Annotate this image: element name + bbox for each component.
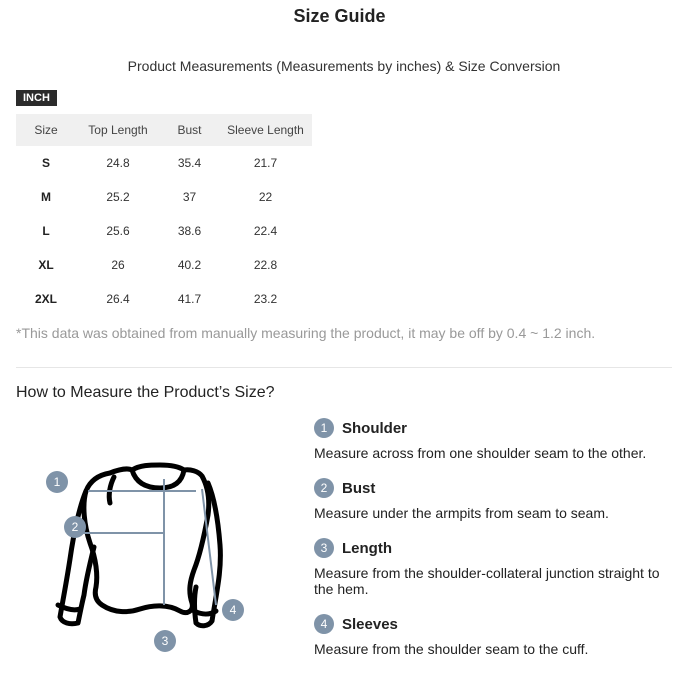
size-cell: L (42, 224, 50, 238)
table-header-row (16, 114, 312, 146)
diagram-marker-2 (64, 516, 86, 538)
step-length (314, 538, 674, 597)
step-number-badge: 4 (314, 614, 334, 634)
unit-badge: INCH (16, 90, 57, 106)
top-length-cell: 24.8 (106, 156, 130, 170)
size-cell: XL (38, 258, 54, 272)
table-row (16, 248, 312, 282)
top-length-cell: 26.4 (106, 292, 130, 306)
step-shoulder (314, 418, 674, 461)
svg-text:4: 4 (229, 603, 237, 617)
step-title: Bust (342, 479, 376, 497)
size-cell: M (41, 190, 51, 204)
bust-cell: 35.4 (177, 156, 202, 170)
table-row (16, 180, 312, 214)
bust-cell: 37 (182, 190, 197, 204)
sleeve-length-cell: 22.4 (253, 224, 278, 238)
step-number-badge: 1 (314, 418, 334, 438)
top-length-cell: 26 (111, 258, 125, 272)
table-row (16, 214, 312, 248)
column-header-top-length: Top Length (76, 114, 160, 146)
step-description: Measure from the shoulder-collateral junction straight to the hem. (314, 565, 660, 597)
svg-text:3: 3 (161, 634, 169, 648)
column-header-bust: Bust (160, 114, 219, 146)
top-length-cell: 25.6 (106, 224, 130, 238)
step-title: Shoulder (342, 419, 408, 437)
top-length-cell: 25.2 (106, 190, 130, 204)
diagram-marker-4 (222, 599, 244, 621)
sleeve-length-cell: 21.7 (253, 156, 278, 170)
diagram-marker-1 (46, 471, 68, 493)
step-bust (314, 478, 674, 521)
size-cell: 2XL (34, 292, 57, 306)
column-header-size: Size (16, 114, 76, 146)
how-to-measure-heading: How to Measure the Product’s Size? (16, 384, 275, 401)
diagram-marker-3 (154, 630, 176, 652)
svg-text:2: 2 (71, 520, 79, 534)
sleeve-length-cell: 22.8 (253, 258, 278, 272)
step-description: Measure under the armpits from seam to seam. (314, 505, 609, 521)
sleeve-length-cell: 23.2 (253, 292, 278, 306)
svg-text:1: 1 (53, 475, 61, 489)
step-sleeves (314, 614, 674, 657)
step-number-badge: 2 (314, 478, 334, 498)
bust-cell: 41.7 (177, 292, 202, 306)
size-cell: S (41, 156, 50, 170)
page-title: Size Guide (293, 6, 386, 26)
step-description: Measure across from one shoulder seam to the other. (314, 445, 647, 461)
step-title: Sleeves (342, 615, 398, 633)
page-subtitle: Product Measurements (Measurements by inches) & Size Conversion (127, 58, 561, 74)
step-description: Measure from the shoulder seam to the cuff. (314, 641, 589, 657)
bust-cell: 38.6 (177, 224, 202, 238)
step-title: Length (342, 539, 392, 557)
size-table (16, 114, 312, 316)
measurement-disclaimer: *This data was obtained from manually measuring the product, it may be off by 0.4 ~ 1.2 inch. (16, 325, 596, 341)
column-header-sleeve-length: Sleeve Length (219, 114, 312, 146)
section-divider (16, 367, 672, 368)
sleeve-length-cell: 22 (258, 190, 273, 204)
step-number-badge: 3 (314, 538, 334, 558)
table-row (16, 282, 312, 316)
table-row (16, 146, 312, 180)
bust-cell: 40.2 (177, 258, 202, 272)
sweater-outline-icon (40, 455, 250, 660)
